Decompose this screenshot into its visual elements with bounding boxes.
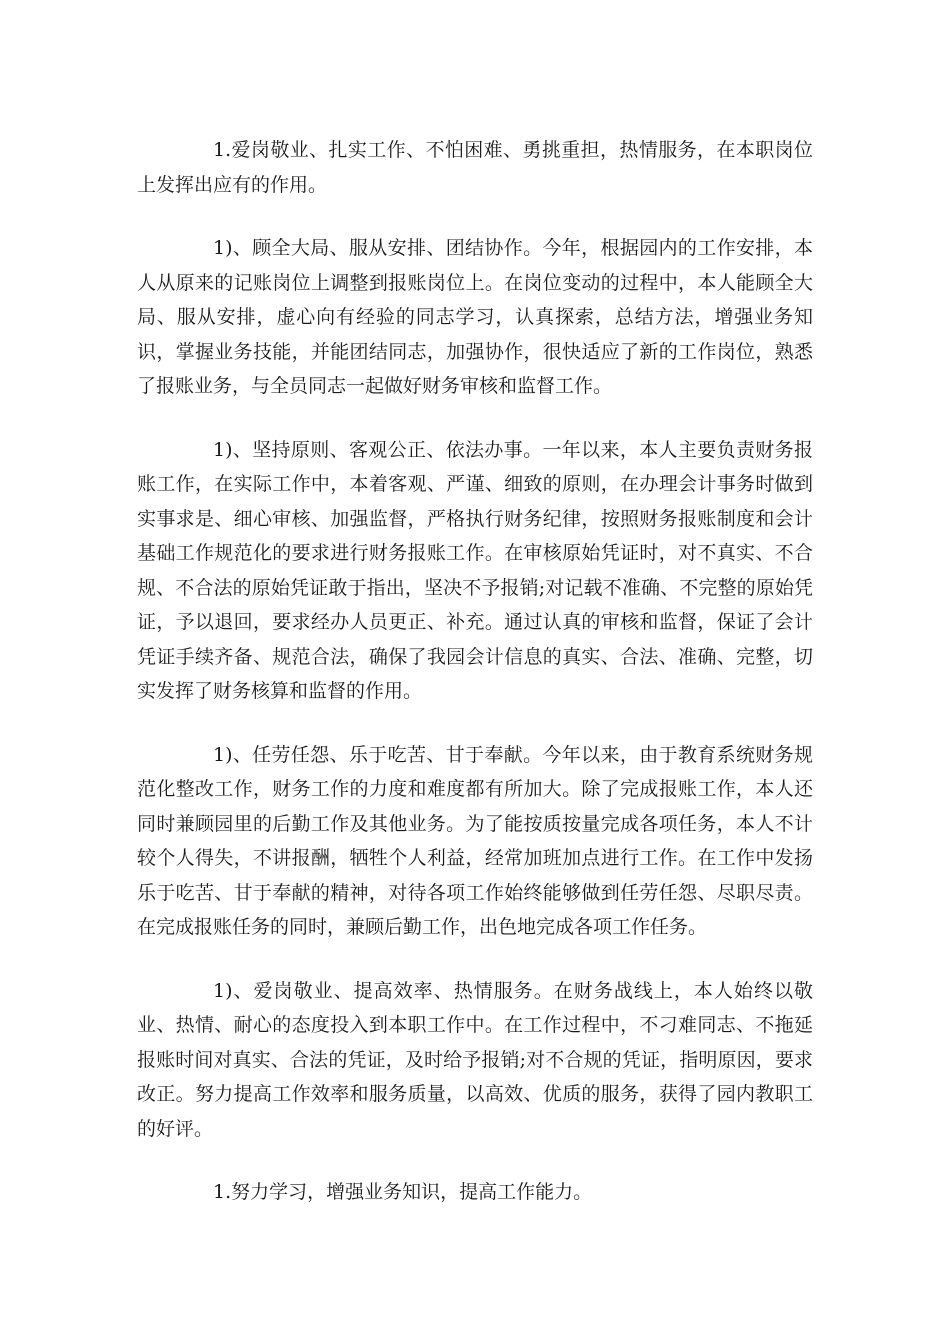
paragraph-study-heading: 1.努力学习，增强业务知识，提高工作能力。 — [213, 1181, 593, 1203]
paragraph-overall-situation: 1)、顾全大局、服从安排、团结协作。今年，根据园内的工作安排，本人从原来的记账岗位上调整到报账岗位上。在岗位变动的过程中，本人能顾全大局、服从安排，虚心向有经验的同志学习，认真探索，总结方法，增强业务知识，掌握业务技能，并能团结同志，加强协作，很快适应了新的工作岗位，熟悉了报账业务，与全员同志一起做好财务审核和监督工作。 — [137, 237, 813, 397]
paragraph-efficiency-service: 1)、爱岗敬业、提高效率、热情服务。在财务战线上，本人始终以敬业、热情、耐心的态度投入到本职工作中。在工作过程中，不刁难同志、不拖延报账时间对真实、合法的凭证，及时给予报销;对不合规的凭证，指明原因，要求改正。努力提高工作效率和服务质量，以高效、优质的服务，获得了园内教职工的好评。 — [137, 979, 813, 1140]
paragraph-principles: 1)、坚持原则、客观公正、依法办事。一年以来，本人主要负责财务报账工作，在实际工作中，本着客观、严谨、细致的原则，在办理会计事务时做到实事求是、细心审核、加强监督，严格执行财务纪律，按照财务报账制度和会计基础工作规范化的要求进行财务报账工作。在审核原始凭证时，对不真实、不合规、不合法的原始凭证敢于指出，坚决不予报销;对记载不准确、不完整的原始凭证，予以退回，要求经办人员更正、补充。通过认真的审核和监督，保证了会计凭证手续齐备、规范合法，确保了我园会计信息的真实、合法、准确、完整，切实发挥了财务核算和监督的作用。 — [137, 438, 813, 702]
paragraph-hard-work: 1)、任劳任怨、乐于吃苦、甘于奉献。今年以来，由于教育系统财务规范化整改工作，财务工作的力度和难度都有所加大。除了完成报账工作，本人还同时兼顾园里的后勤工作及其他业务。为了能按质按量完成各项任务，本人不计较个人得失，不讲报酬，牺牲个人利益，经常加班加点进行工作。在工作中发扬乐于吃苦、甘于奉献的精神，对待各项工作始终能够做到任劳任怨、尽职尽责。在完成报账任务的同时，兼顾后勤工作，出色地完成各项工作任务。 — [137, 743, 813, 938]
paragraph-love-post-summary: 1.爱岗敬业、扎实工作、不怕困难、勇挑重担，热情服务，在本职岗位上发挥出应有的作用。 — [137, 139, 813, 196]
document-body — [137, 133, 813, 1239]
